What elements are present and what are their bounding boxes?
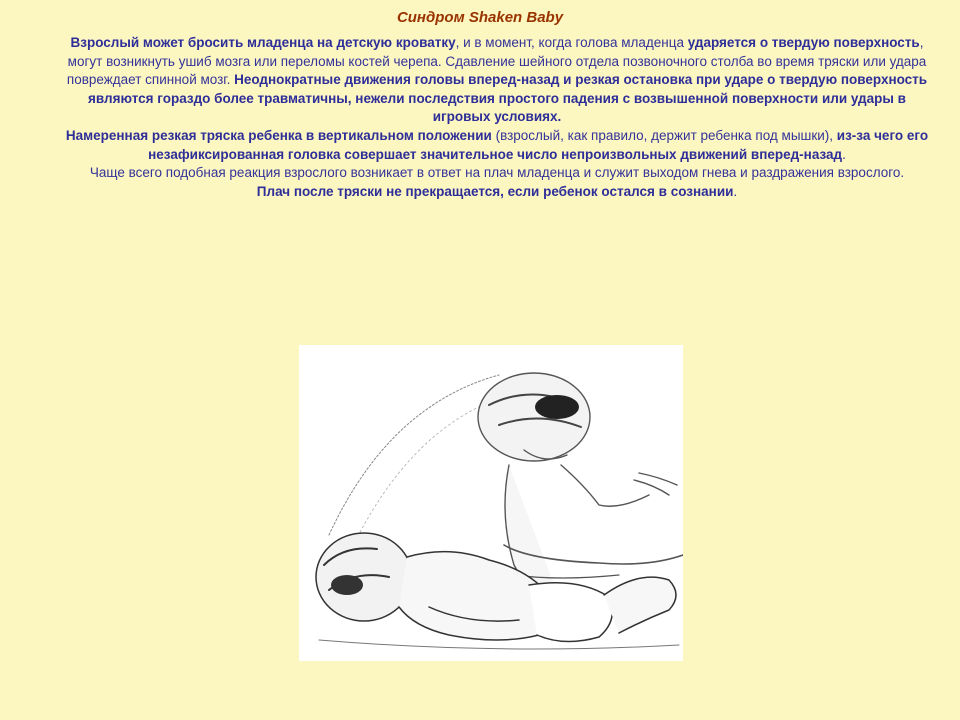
text-segment: , и в момент, когда голова младенца bbox=[455, 35, 688, 50]
paragraph-vertical-shaking bbox=[62, 127, 932, 164]
slide-title: Синдром Shaken Baby bbox=[396, 9, 564, 26]
text-segment: Неоднократные движения головы вперед-назад и резкая остановка при ударе о твердую поверхность являются гораздо более травматичны, нежели последствия простого падения с возвышенной поверхности или удары в игровых условиях. bbox=[88, 72, 928, 125]
motion-arc-inner bbox=[351, 403, 487, 550]
text-segment: , могут возникнуть ушиб мозга или переломы костей черепа. Сдавление шейного отдела позвоночного столба во время тряски или удара повреждает спинной мозг. bbox=[66, 35, 927, 88]
text-segment: . bbox=[733, 183, 738, 199]
text-segment: . bbox=[842, 146, 846, 162]
text-segment: Плач после тряски не прекращается, если ребенок остался в сознании bbox=[256, 183, 734, 199]
slide-body-text bbox=[62, 34, 932, 201]
text-segment: Взрослый может бросить младенца на детскую кроватку bbox=[70, 35, 456, 50]
paragraph-crying bbox=[62, 183, 932, 202]
lying-baby bbox=[316, 533, 676, 642]
text-segment: ударяется о твердую поверхность bbox=[687, 35, 920, 50]
paragraph-adult-reaction bbox=[62, 164, 932, 183]
text-segment: Чаще всего подобная реакция взрослого возникает в ответ на плач младенца и служит выходом гнева и раздражения взрослого. bbox=[89, 165, 905, 181]
text-segment: Намеренная резкая тряска ребенка в вертикальном положении bbox=[65, 127, 492, 143]
text-segment: (взрослый, как правило, держит ребенка под мышки), bbox=[491, 127, 837, 143]
ground-line bbox=[319, 640, 679, 649]
motion-arc bbox=[329, 375, 499, 535]
shaken-baby-illustration bbox=[299, 345, 683, 661]
text-segment: из-за чего его незафиксированная головка совершает значительное число непроизвольных движений вперед-назад bbox=[148, 127, 929, 162]
paragraph-head-impact bbox=[62, 34, 932, 127]
